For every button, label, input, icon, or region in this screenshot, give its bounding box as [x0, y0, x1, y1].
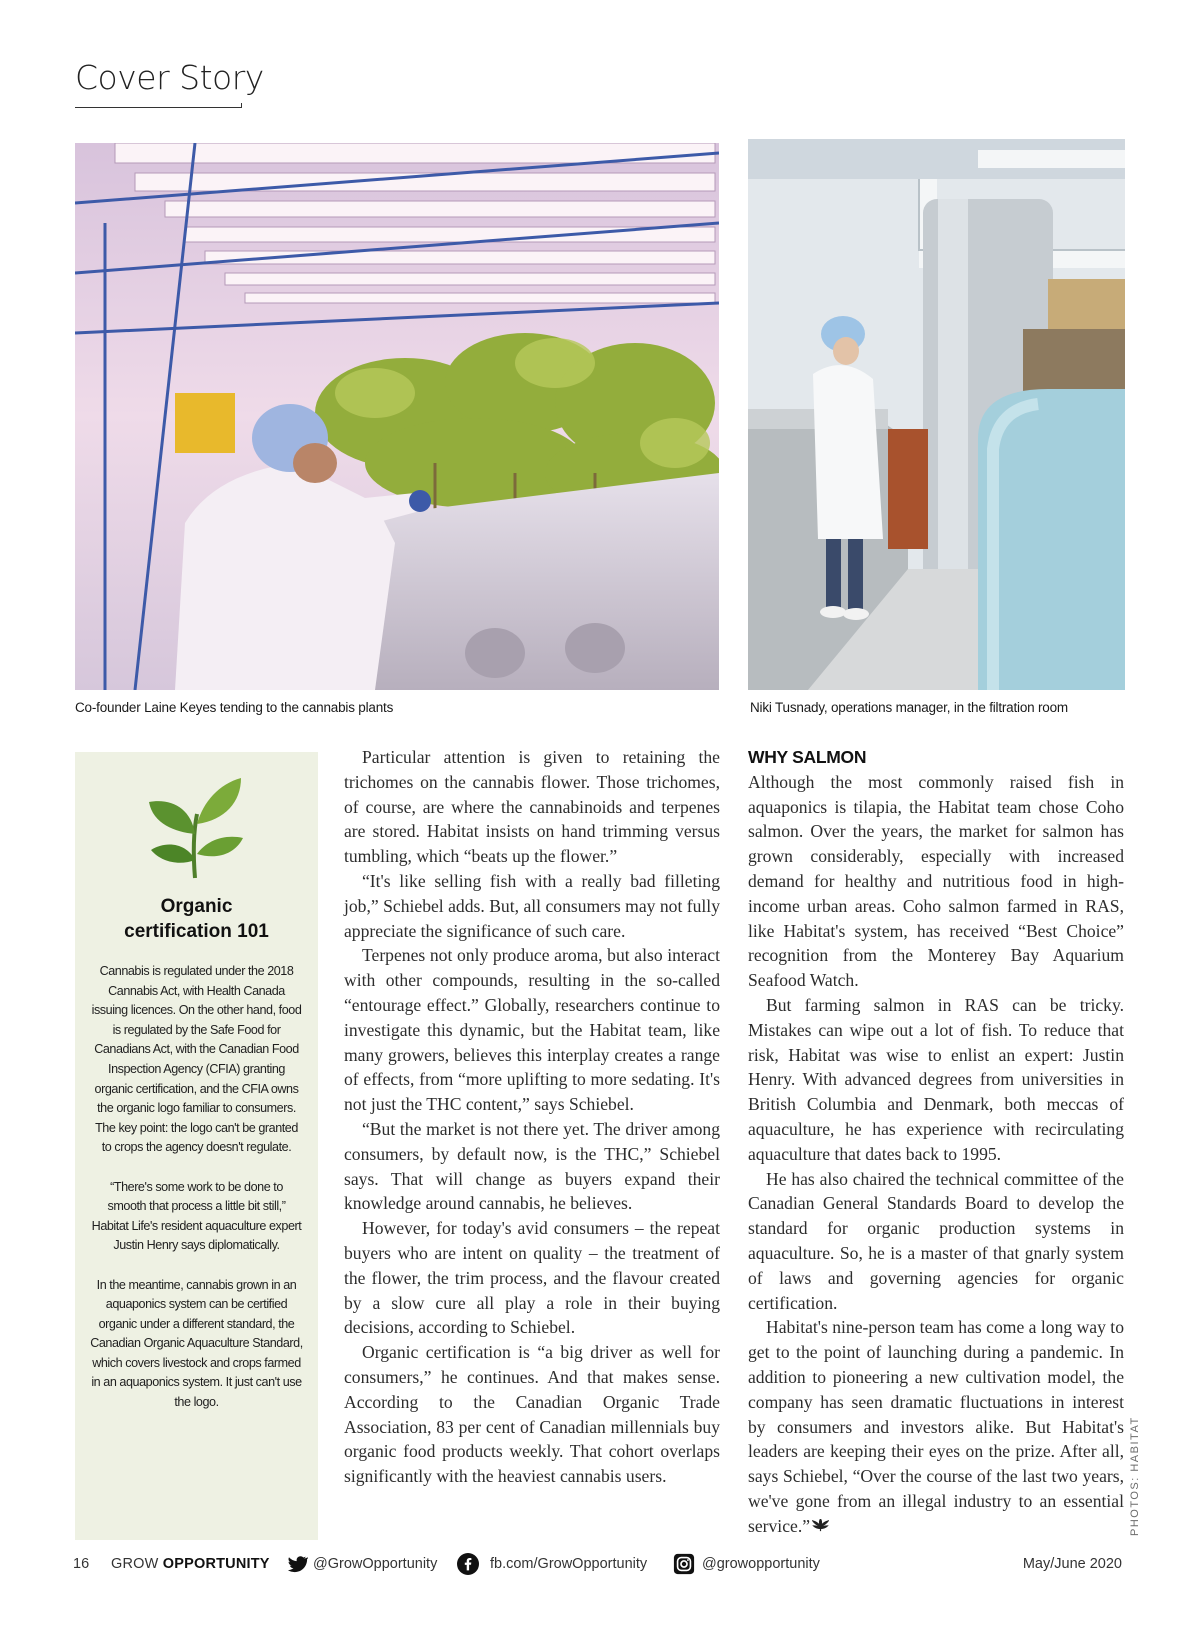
page-number: 16 [73, 1556, 90, 1572]
article-paragraph: But farming salmon in RAS can be tricky. Mistakes can wipe out a lot of fish. To reduce that risk, Habitat was wise to enlist an expert: Justin Henry. With advanced degrees from universities in British Columbia and Denmark, both meccas of aquaculture, he has experience with recirculating aquaculture that dates back to 1995. [748, 994, 1124, 1164]
cannabis-leaf-icon [812, 1519, 829, 1533]
photo-caption-right: Niki Tusnady, operations manager, in the filtration room [750, 700, 1068, 715]
sidebar-paragraph: In the meantime, cannabis grown in an aquaponics system can be certified organic under a different standard, the Canadian Organic Aquaculture Standard, which covers livestock and crops farmed in an aquaponics system. It just can't use the logo. [90, 1277, 303, 1410]
article-paragraph: Terpenes not only produce aroma, but also interact with other compounds, resulting in the so-called “entourage effect.” Globally, researchers continue to investigate this dynamic, but the Habitat team, like many growers, believes this interplay creates a range of effects, from “more uplifting to more sedating. It's not just the THC content,” says Schiebel. [344, 945, 720, 1115]
brand-name [111, 1556, 270, 1572]
brand-grow: GROW [111, 1556, 163, 1572]
sidebar-paragraph: “There's some work to be done to smooth that process a little bit still,” Habitat Life's resident aquaculture expert Justin Henry says diplomatically. [91, 1179, 302, 1253]
section-title: Cover Story [75, 58, 264, 97]
article-paragraph-text: Habitat's nine-person team has come a long way to get to the point of launching during a pandemic. In addition to pioneering a new cultivation model, the company has seen dramatic fluctuations in interest by consumers and investors alike. But Habitat's leaders are keeping their eyes on the prize. After all, says Schiebel, “Over the course of the last two years, we've gone from an illegal industry to an essential service.” [748, 1317, 1124, 1536]
article-paragraph: Organic certification is “a big driver as well for consumers,” he continues. And that makes sense. According to the Canadian Organic Trade Association, 83 per cent of Canadian millennials buy organic food products weekly. That cohort overlaps significantly with the heaviest cannabis users. [344, 1342, 720, 1487]
facebook-handle[interactable]: fb.com/GrowOpportunity [490, 1556, 648, 1572]
photo-grow-room [75, 143, 719, 690]
photo-credit: PHOTOS: HABITAT [1129, 1416, 1141, 1536]
twitter-icon [286, 1553, 308, 1575]
article-paragraph: “It's like selling fish with a really bad filleting job,” Schiebel adds. But, all consumers may not fully appreciate the significance of such care. [344, 870, 720, 941]
facebook-icon [457, 1553, 479, 1575]
brand-opportunity: OPPORTUNITY [162, 1556, 270, 1572]
issue-date: May/June 2020 [1022, 1556, 1122, 1572]
subheading-why-salmon: WHY SALMON [748, 747, 867, 767]
instagram-icon [673, 1553, 695, 1575]
page-footer [0, 1552, 1200, 1582]
article-paragraph: “But the market is not there yet. The driver among consumers, by default now, is the THC,” Schiebel says. That will change as buyers expand their knowledge around cannabis, he believes. [344, 1118, 720, 1214]
sidebar-paragraph: Cannabis is regulated under the 2018 Cannabis Act, with Health Canada issuing licences. On the other hand, food is regulated by the Safe Food for Canadians Act, with the Canadian Food Inspection Agency (CFIA) granting organic certification, and the CFIA owns the organic logo familiar to consumers. The key point: the logo can't be granted to crops the agency doesn't regulate. [91, 964, 302, 1155]
sidebar-title-line2: certification 101 [124, 921, 269, 942]
article-paragraph-last [748, 1315, 1124, 1538]
sidebar-organic-certification [75, 752, 318, 1540]
photo-filtration-room [748, 139, 1125, 690]
article-column-middle [344, 745, 720, 1489]
sidebar-title [85, 894, 308, 944]
leaf-sprout-icon [145, 774, 245, 880]
article-paragraph: Although the most commonly raised fish in aquaponics is tilapia, the Habitat team chose Coho salmon. Over the years, the market for salmon has grown considerably, especially with increased demand for healthy and nutritious food in high-income urban areas. Coho salmon farmed in RAS, like Habitat's system, has received “Best Choice” recognition from the Monterey Bay Aquarium Seafood Watch. [748, 771, 1124, 991]
twitter-handle[interactable]: @GrowOpportunity [313, 1556, 438, 1572]
article-paragraph: However, for today's avid consumers – the repeat buyers who are intent on quality – the treatment of the flower, the trim process, and the flavour created by a slow cure all play a role in their buying decisions, according to Schiebel. [344, 1218, 720, 1338]
article-paragraph: Particular attention is given to retaining the trichomes on the cannabis flower. Those trichomes, of course, are where the cannabinoids and terpenes are stored. Habitat insists on hand trimming versus tumbling, which “beats up the flower.” [344, 747, 720, 867]
photo-caption-left: Co-founder Laine Keyes tending to the cannabis plants [75, 700, 394, 715]
sidebar-title-line1: Organic [160, 896, 233, 917]
article-paragraph: He has also chaired the technical committee of the Canadian General Standards Board to develop the standard for organic production systems in aquaculture. So, he is a master of that gnarly system of laws and governing agencies for organic certification. [748, 1168, 1124, 1313]
sidebar-body [90, 962, 303, 1432]
instagram-handle[interactable]: @growopportunity [702, 1556, 820, 1572]
section-rule [75, 107, 242, 108]
article-column-right [748, 745, 1124, 1539]
